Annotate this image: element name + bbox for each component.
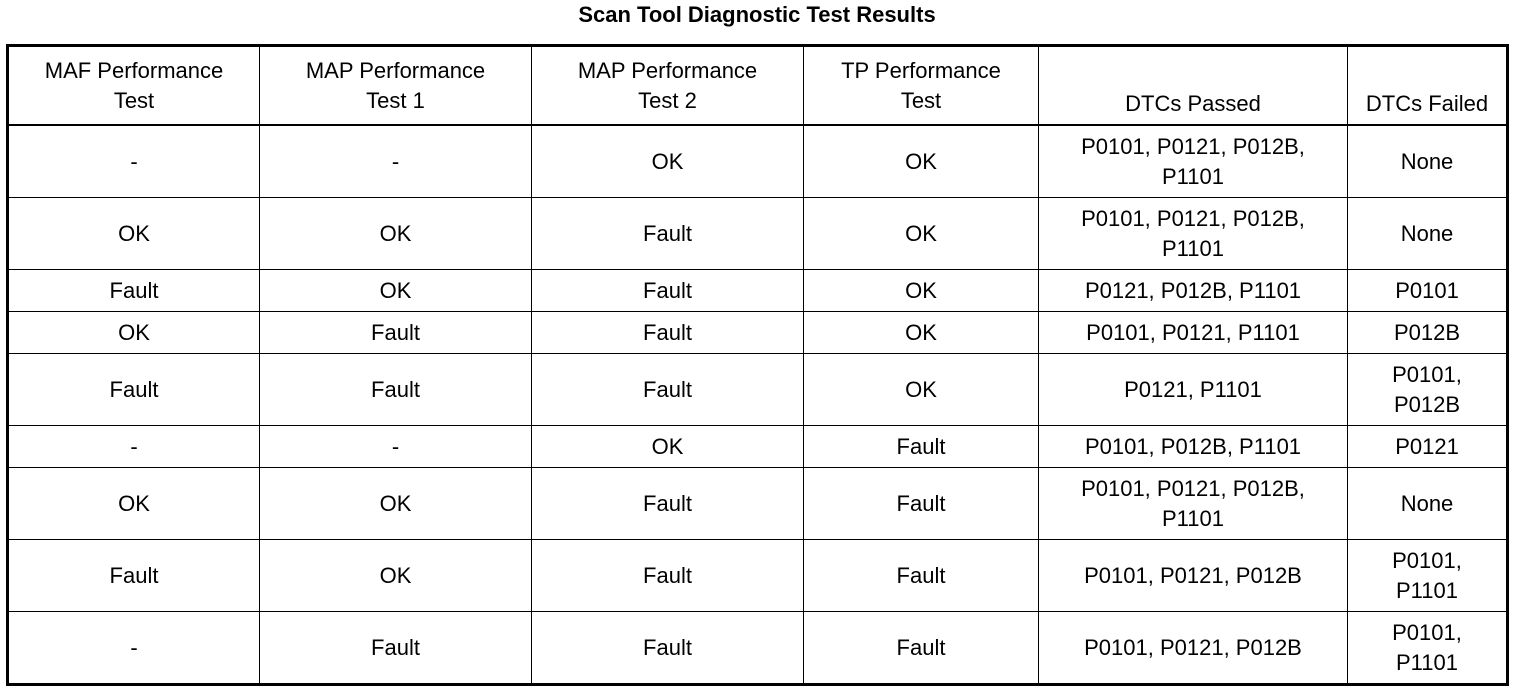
cell-map-test-2: Fault <box>532 312 804 354</box>
cell-line: P0101, P0121, P012B <box>1084 562 1302 588</box>
cell-line: P1101 <box>1396 649 1458 675</box>
col-header-maf-test <box>8 46 260 126</box>
cell-dtcs-passed <box>1039 468 1348 540</box>
cell-line: P0101, <box>1392 361 1462 387</box>
col-header-line: MAP Performance <box>305 57 486 83</box>
cell-maf-test: - <box>8 612 260 685</box>
cell-line: P012B <box>1393 319 1461 345</box>
header-row <box>8 46 1508 126</box>
cell-dtcs-passed <box>1039 125 1348 198</box>
cell-dtcs-failed <box>1348 198 1508 270</box>
results-table <box>6 44 1509 686</box>
table-row <box>8 312 1508 354</box>
cell-maf-test: Fault <box>8 540 260 612</box>
cell-map-test-2: Fault <box>532 612 804 685</box>
cell-dtcs-failed <box>1348 125 1508 198</box>
cell-dtcs-passed <box>1039 270 1348 312</box>
cell-tp-test: Fault <box>804 426 1039 468</box>
table-row <box>8 426 1508 468</box>
cell-dtcs-failed <box>1348 270 1508 312</box>
cell-map-test-2: OK <box>532 426 804 468</box>
cell-line: P0101 <box>1395 277 1459 303</box>
cell-map-test-2: Fault <box>532 270 804 312</box>
cell-dtcs-passed <box>1039 426 1348 468</box>
cell-line: P1101 <box>1162 505 1224 531</box>
cell-map-test-1: OK <box>260 198 532 270</box>
cell-tp-test: Fault <box>804 540 1039 612</box>
cell-line: P0121, P012B, P1101 <box>1084 277 1302 303</box>
cell-map-test-2: OK <box>532 125 804 198</box>
cell-tp-test: OK <box>804 125 1039 198</box>
cell-map-test-1: OK <box>260 468 532 540</box>
table-row <box>8 354 1508 426</box>
table-title: Scan Tool Diagnostic Test Results <box>578 2 936 27</box>
cell-map-test-1: - <box>260 125 532 198</box>
cell-dtcs-failed <box>1348 540 1508 612</box>
cell-dtcs-failed <box>1348 612 1508 685</box>
col-header-tp-test <box>804 46 1039 126</box>
col-header-line: Test <box>113 87 155 113</box>
cell-dtcs-passed <box>1039 312 1348 354</box>
cell-line: P0101, <box>1392 619 1462 645</box>
cell-line: P0101, P0121, P1101 <box>1086 319 1300 345</box>
cell-map-test-1: Fault <box>260 354 532 426</box>
table-row <box>8 198 1508 270</box>
cell-line: P1101 <box>1396 577 1458 603</box>
cell-line: P0101, P0121, P012B, <box>1081 475 1305 501</box>
col-header-line: MAP Performance <box>577 57 758 83</box>
cell-dtcs-passed <box>1039 198 1348 270</box>
cell-line: P0101, <box>1392 547 1462 573</box>
col-header-line: TP Performance <box>841 57 1001 83</box>
col-header-map-test-1 <box>260 46 532 126</box>
cell-line: P0101, P0121, P012B <box>1084 634 1302 660</box>
cell-maf-test: OK <box>8 312 260 354</box>
cell-tp-test: OK <box>804 312 1039 354</box>
cell-map-test-2: Fault <box>532 468 804 540</box>
cell-dtcs-failed <box>1348 468 1508 540</box>
col-header-line: DTCs Failed <box>1365 91 1489 116</box>
cell-line: P0121 <box>1395 433 1459 459</box>
cell-maf-test: Fault <box>8 354 260 426</box>
cell-maf-test: Fault <box>8 270 260 312</box>
cell-map-test-1: Fault <box>260 612 532 685</box>
cell-tp-test: Fault <box>804 468 1039 540</box>
table-row <box>8 125 1508 198</box>
table-row <box>8 468 1508 540</box>
cell-map-test-1: Fault <box>260 312 532 354</box>
cell-maf-test: OK <box>8 198 260 270</box>
cell-map-test-2: Fault <box>532 540 804 612</box>
table-row <box>8 540 1508 612</box>
cell-map-test-1: OK <box>260 540 532 612</box>
cell-map-test-1: - <box>260 426 532 468</box>
cell-line: P0101, P0121, P012B, <box>1081 205 1305 231</box>
cell-dtcs-failed <box>1348 354 1508 426</box>
cell-line: P1101 <box>1162 235 1224 261</box>
cell-tp-test: Fault <box>804 612 1039 685</box>
cell-line: None <box>1400 490 1454 516</box>
cell-line: None <box>1400 220 1454 246</box>
cell-tp-test: OK <box>804 198 1039 270</box>
col-header-line: DTCs Passed <box>1125 91 1261 116</box>
cell-maf-test: - <box>8 426 260 468</box>
cell-dtcs-passed <box>1039 540 1348 612</box>
col-header-line: Test 1 <box>366 87 425 113</box>
col-header-map-test-2 <box>532 46 804 126</box>
cell-line: P0101, P012B, P1101 <box>1084 433 1302 459</box>
cell-line: P012B <box>1393 391 1461 417</box>
table-row <box>8 270 1508 312</box>
col-header-line: Test <box>900 87 942 113</box>
cell-line: None <box>1400 148 1454 174</box>
col-header-dtcs-failed <box>1348 46 1508 126</box>
cell-line: P0121, P1101 <box>1124 376 1262 402</box>
col-header-dtcs-passed <box>1039 46 1348 126</box>
cell-map-test-2: Fault <box>532 198 804 270</box>
cell-maf-test: OK <box>8 468 260 540</box>
cell-dtcs-passed <box>1039 354 1348 426</box>
cell-line: P0101, P0121, P012B, <box>1081 133 1305 159</box>
cell-line: P1101 <box>1162 163 1224 189</box>
cell-tp-test: OK <box>804 270 1039 312</box>
cell-dtcs-failed <box>1348 312 1508 354</box>
col-header-line: MAF Performance <box>44 57 224 83</box>
col-header-line: Test 2 <box>638 87 697 113</box>
table-row <box>8 612 1508 685</box>
cell-map-test-2: Fault <box>532 354 804 426</box>
cell-dtcs-failed <box>1348 426 1508 468</box>
cell-map-test-1: OK <box>260 270 532 312</box>
cell-dtcs-passed <box>1039 612 1348 685</box>
cell-tp-test: OK <box>804 354 1039 426</box>
cell-maf-test: - <box>8 125 260 198</box>
